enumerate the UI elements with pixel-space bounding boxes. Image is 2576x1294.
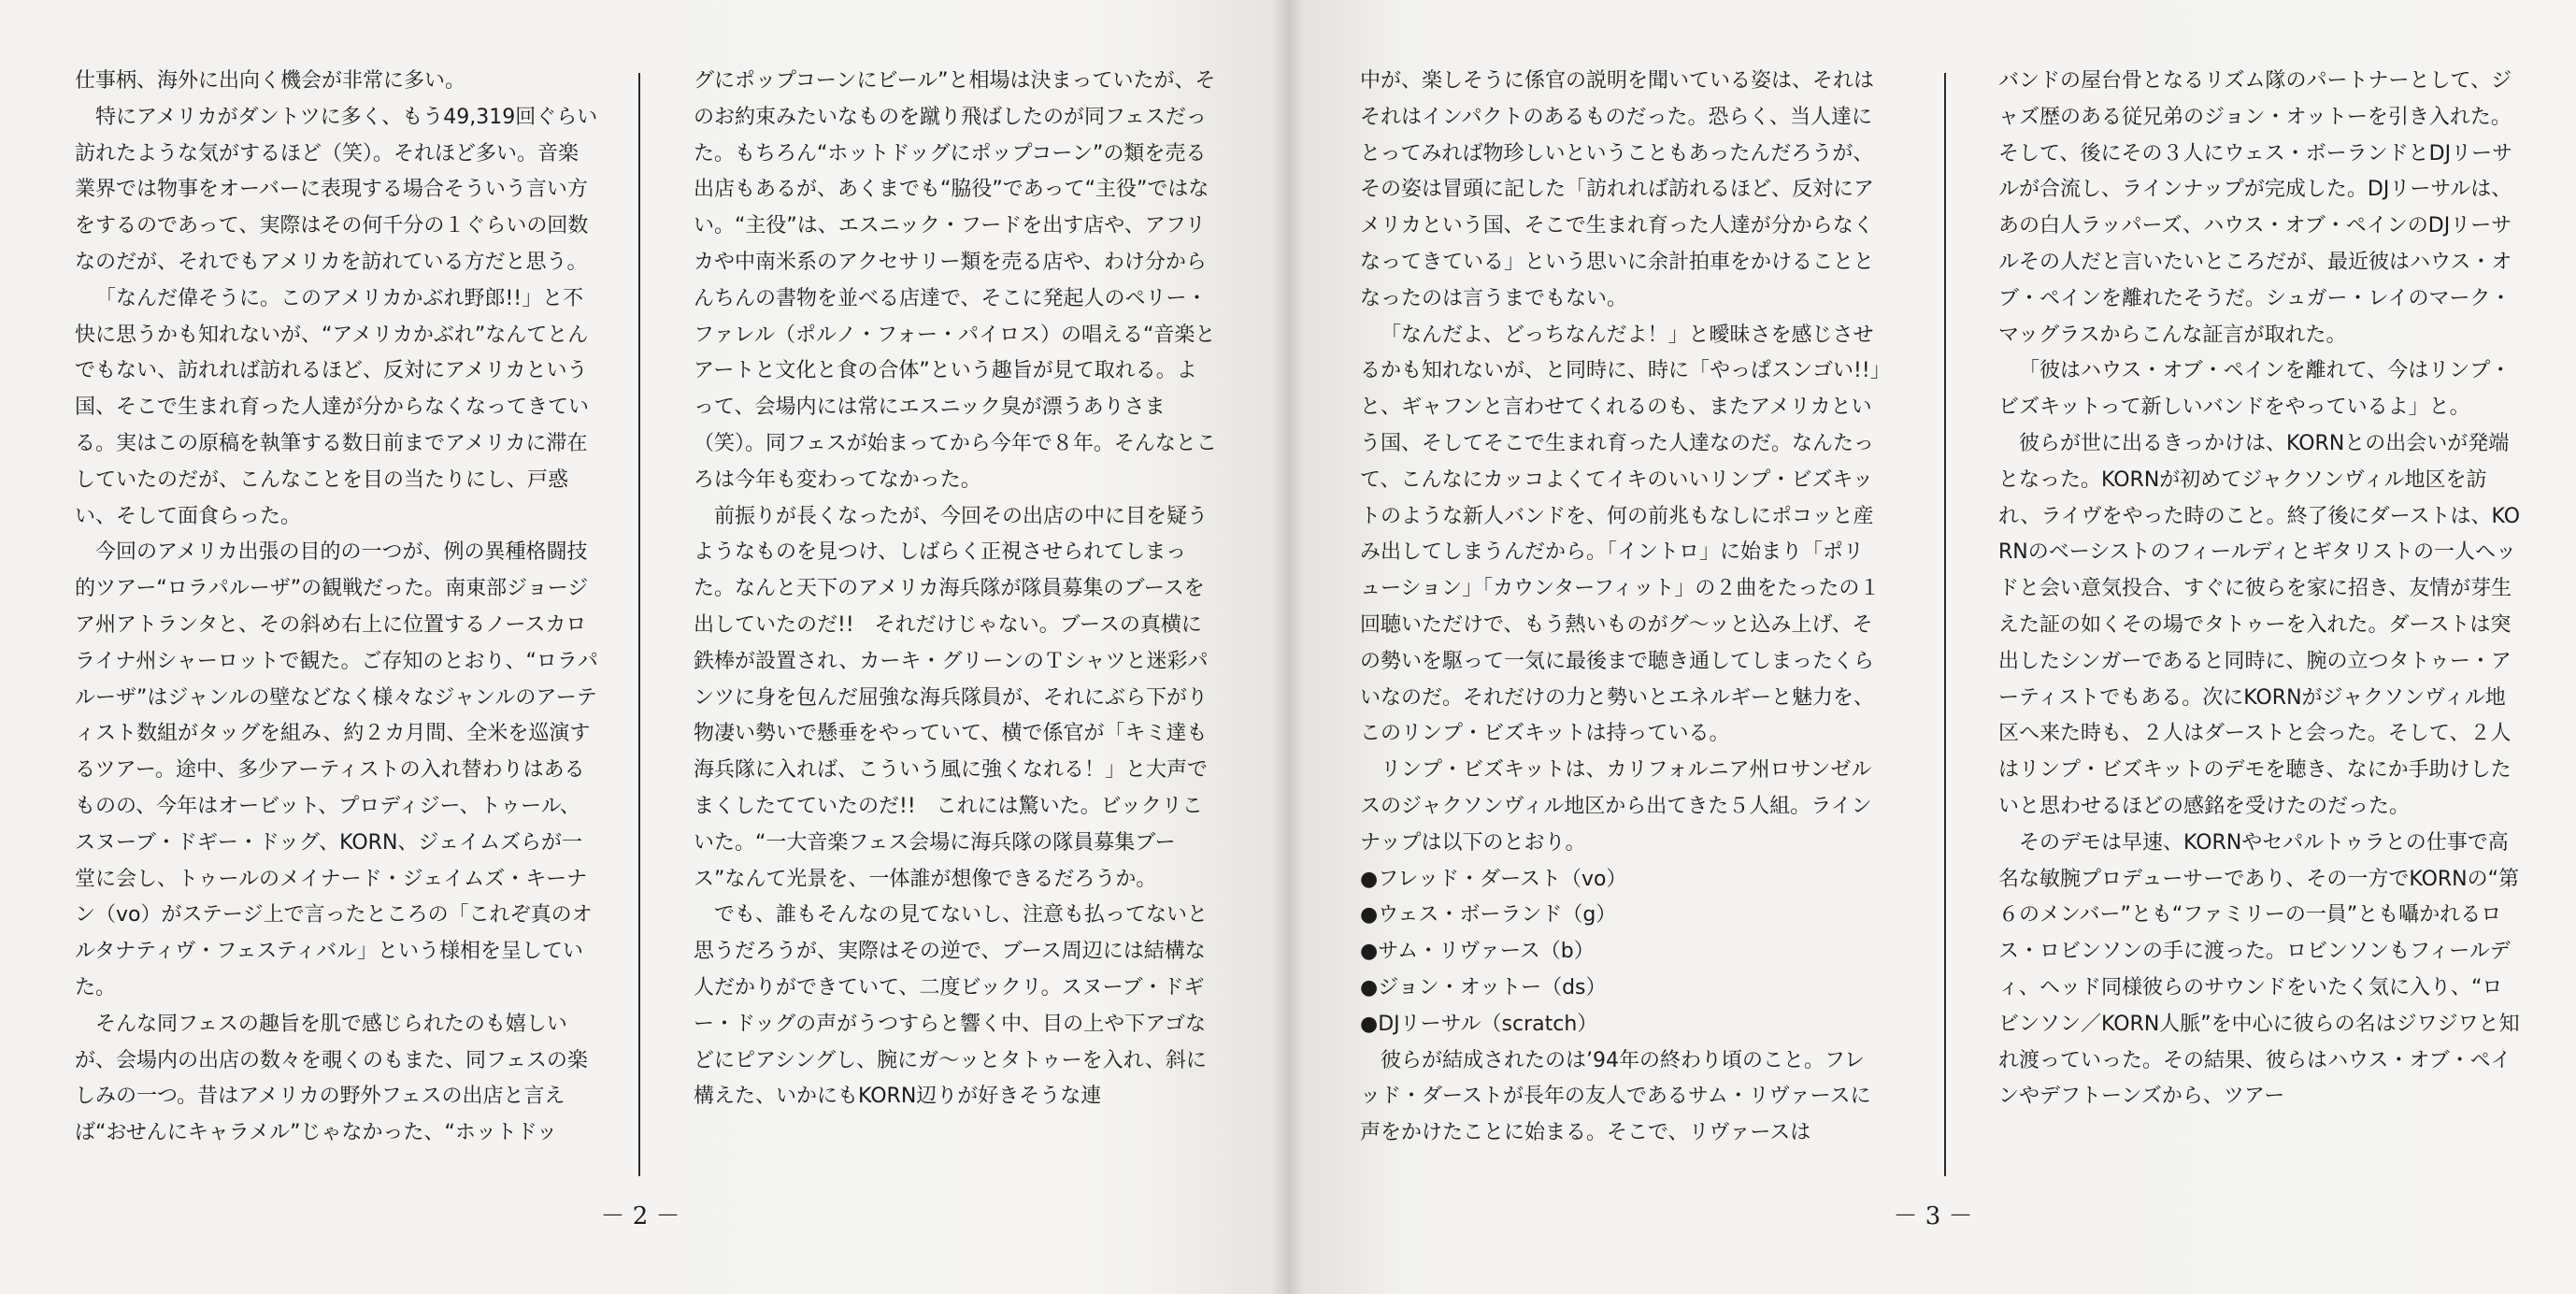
paragraph: 仕事柄、海外に出向く機会が非常に多い。 <box>75 69 466 93</box>
paragraph: 彼らが世に出るきっかけは、KORNとの出会いが発端となった。KORNが初めてジャクソンヴィル地区を訪れ、ライヴをやった時のこと。終了後にダーストは、KORNのベーシストのフィールディとギタリストの一人ヘッドと会い意気投合、すぐに彼らを家に招き、友情が芽生えた証の如くその場でタトゥーを入れた。ダーストは突出したシンガーであると同時に、腕の立つタトゥー・アーティストでもある。次にKORNがジャクソンヴィル地区へ来た時も、２人はダーストと会った。そして、２人はリンプ・ビズキットのデモを聴き、なにか手助けしたいと思わせるほどの感銘を受けたのだった。 <box>1998 431 2521 818</box>
paragraph: 「なんだ偉そうに。このアメリカかぶれ野郎!!」と不快に思うかも知れないが、“アメリカかぶれ”なんてとんでもない、訪れれば訪れるほど、反対にアメリカという国、そこで生まれ育った人達が分からなくなってきている。実はこの原稿を執筆する数日前までアメリカに滞在していたのだが、こんなことを目の当たりにし、戸惑い、そして面食らった。 <box>75 286 590 528</box>
paragraph: そんな同フェスの趣旨を肌で感じられたのも嬉しいが、会場内の出店の数々を覗くのもまた、同フェスの楽しみの一つ。昔はアメリカの野外フェスの出店と言えば“おせんにキャラメル”じゃなかった、“ホットドッ <box>75 1012 588 1145</box>
paragraph: グにポップコーンにビール”と相場は決まっていたが、そのお約束みたいなものを蹴り飛ばしたのが同フェスだった。もちろん“ホットドッグにポップコーン”の類を売る出店もあるが、あくまでも“脇役”であって“主役”ではない。“主役”は、エスニック・フードを出す店や、アフリカや中南米系のアクセサリー類を売る店や、わけ分からんちんの書物を並べる店達で、そこに発起人のペリー・ファレル（ポルノ・フォー・パイロス）の唱える“音楽とアートと文化と食の合体”という趣旨が見て取れる。よって、会場内には常にエスニック臭が漂うありさま（笑）。同フェスが始まってから今年で８年。そんなところは今年も変わってなかった。 <box>694 69 1217 492</box>
paragraph: 特にアメリカがダントツに多く、もう49,319回ぐらい訪れたような気がするほど（笑）。それほど多い。音楽業界では物事をオーバーに表現する場合そういう言い方をするのであって、実際はその何千分の１ぐらいの回数なのだが、それでもアメリカを訪れている方だと思う。 <box>75 105 598 274</box>
paragraph: 今回のアメリカ出張の目的の一つが、例の異種格闘技的ツアー“ロラパルーザ”の観戦だった。南東部ジョージア州アトランタと、その斜め右上に位置するノースカロライナ州シャーロットで観た。ご存知のとおり、“ロラパルーザ”はジャンルの壁などなく様々なジャンルのアーティスト数組がタッグを組み、約２カ月間、全米を巡演するツアー。途中、多少アーティストの入れ替わりはあるものの、今年はオービット、プロディジー、トゥール、スヌーブ・ドギー・ドッグ、KORN、ジェイムズらが一堂に会し、トゥールのメイナード・ジェイムズ・キーナン（vo）がステージ上で言ったところの「これぞ真のオルタナティヴ・フェスティバル」という様相を呈していた。 <box>75 540 598 999</box>
column-2 <box>694 64 1217 1195</box>
paragraph: リンプ・ビズキットは、カリフォルニア州ロサンゼルスのジャクソンヴィル地区から出てきた５人組。ラインナップは以下のとおり。 <box>1360 758 1872 855</box>
column-1 <box>75 64 598 1195</box>
paragraph: 中が、楽しそうに係官の説明を聞いている姿は、それはそれはインパクトのあるものだった。恐らく、当人達にとってみれば物珍しいということもあったんだろうが、その姿は冒頭に記した「訪れれば訪れるほど、反対にアメリカという国、そこで生まれ育った人達が分からなくなってきている」という思いに余計拍車をかけることとなったのは言うまでもない。 <box>1360 69 1875 310</box>
member-list-item: ●ジョン・オットー（ds） <box>1360 975 1607 999</box>
page-number: － 3 － <box>1893 1202 1973 1230</box>
paragraph: バンドの屋台骨となるリズム隊のパートナーとして、ジャズ歴のある従兄弟のジョン・オットーを引き入れた。そして、後にその３人にウェス・ボーランドとDJリーサルが合流し、ラインナップが完成した。DJリーサルは、あの白人ラッパーズ、ハウス・オブ・ペインのDJリーサルその人だと言いたいところだが、最近彼はハウス・オブ・ペインを離れたそうだ。シュガー・レイのマーク・マッグラスからこんな証言が取れた。 <box>1998 69 2513 347</box>
paragraph: 彼らが結成されたのは’94年の終わり頃のこと。フレッド・ダーストが長年の友人であるサム・リヴァースに声をかけたことに始まる。そこで、リヴァースは <box>1360 1048 1871 1145</box>
member-list-item: ●フレッド・ダースト（vo） <box>1360 867 1627 891</box>
member-list-item: ●サム・リヴァース（b） <box>1360 940 1595 964</box>
column-divider <box>1944 73 1946 1176</box>
member-list-item: ●DJリーサル（scratch） <box>1360 1012 1598 1036</box>
paragraph: 「なんだよ、どっちなんだよ！」と曖昧さを感じさせるかも知れないが、と同時に、時に「やっぱスンゴい!!」と、ギャフンと言わせてくれるのも、またアメリカという国、そしてそこで生まれ育った人達なのだ。なんたって、こんなにカッコよくてイキのいいリンプ・ビズキットのような新人バンドを、何の前兆もなしにポコッと産み出してしまうんだから。「イントロ」に始まり「ポリューション」「カウンターフィット」の２曲をたったの１回聴いただけで、もう熱いものがグ～ッと込み上げ、その勢いを駆って一気に最後まで聴き通してしまったくらいなのだ。それだけの力と勢いとエネルギーと魅力を、このリンプ・ビズキットは持っている。 <box>1360 323 1881 746</box>
member-list-item: ●ウェス・ボーランド（g） <box>1360 903 1617 927</box>
column-4 <box>1998 64 2522 1195</box>
paragraph: でも、誰もそんなの見てないし、注意も払ってないと思うだろうが、実際はその逆で、ブース周辺には結構な人だかりができていて、二度ビックリ。スヌーブ・ドギー・ドッグの声がうつすらと響く中、目の上や下アゴなどにピアシングし、腕にガ～ッとタトゥーを入れ、斜に構えた、いかにもKORN辺りが好きそうな連 <box>694 903 1209 1109</box>
page-number: － 2 － <box>600 1202 680 1230</box>
paragraph: 前振りが長くなったが、今回その出店の中に目を疑うようなものを見つけ、しばらく正視させられてしまった。なんと天下のアメリカ海兵隊が隊員募集のブースを出していたのだ!! それだけじゃない。ブースの真横に鉄棒が設置され、カーキ・グリーンのＴシャツと迷彩パンツに身を包んだ屈強な海兵隊員が、それにぶら下がり物凄い勢いで懸垂をやっていて、横で係官が「キミ達も海兵隊に入れば、こういう風に強くなれる！」と大声でまくしたてていたのだ!! これには驚いた。ビックリこいた。“一大音楽フェス会場に海兵隊の隊員募集ブース”なんて光景を、一体誰が想像できるだろうか。 <box>694 504 1209 891</box>
paragraph: 「彼はハウス・オブ・ペインを離れて、今はリンプ・ビズキットって新しいバンドをやっているよ」と。 <box>1998 359 2512 420</box>
column-3 <box>1360 64 1883 1195</box>
paragraph: そのデモは早速、KORNやセパルトゥラとの仕事で高名な敏腕プロデューサーであり、その一方でKORNの“第６のメンバー”とも“ファミリーの一員”とも囁かれるロス・ロビンソンの手に渡った。ロビンソンもフィールディ、ヘッド同様彼らのサウンドをいたく気に入り、“ロビンソン／KORN人脈”を中心に彼らの名はジワジワと知れ渡っていった。その結果、彼らはハウス・オブ・ペインやデフトーンズから、ツアー <box>1998 830 2520 1109</box>
column-divider <box>638 73 640 1176</box>
binding-gutter <box>1271 0 1305 1294</box>
right-page <box>1288 0 2576 1294</box>
